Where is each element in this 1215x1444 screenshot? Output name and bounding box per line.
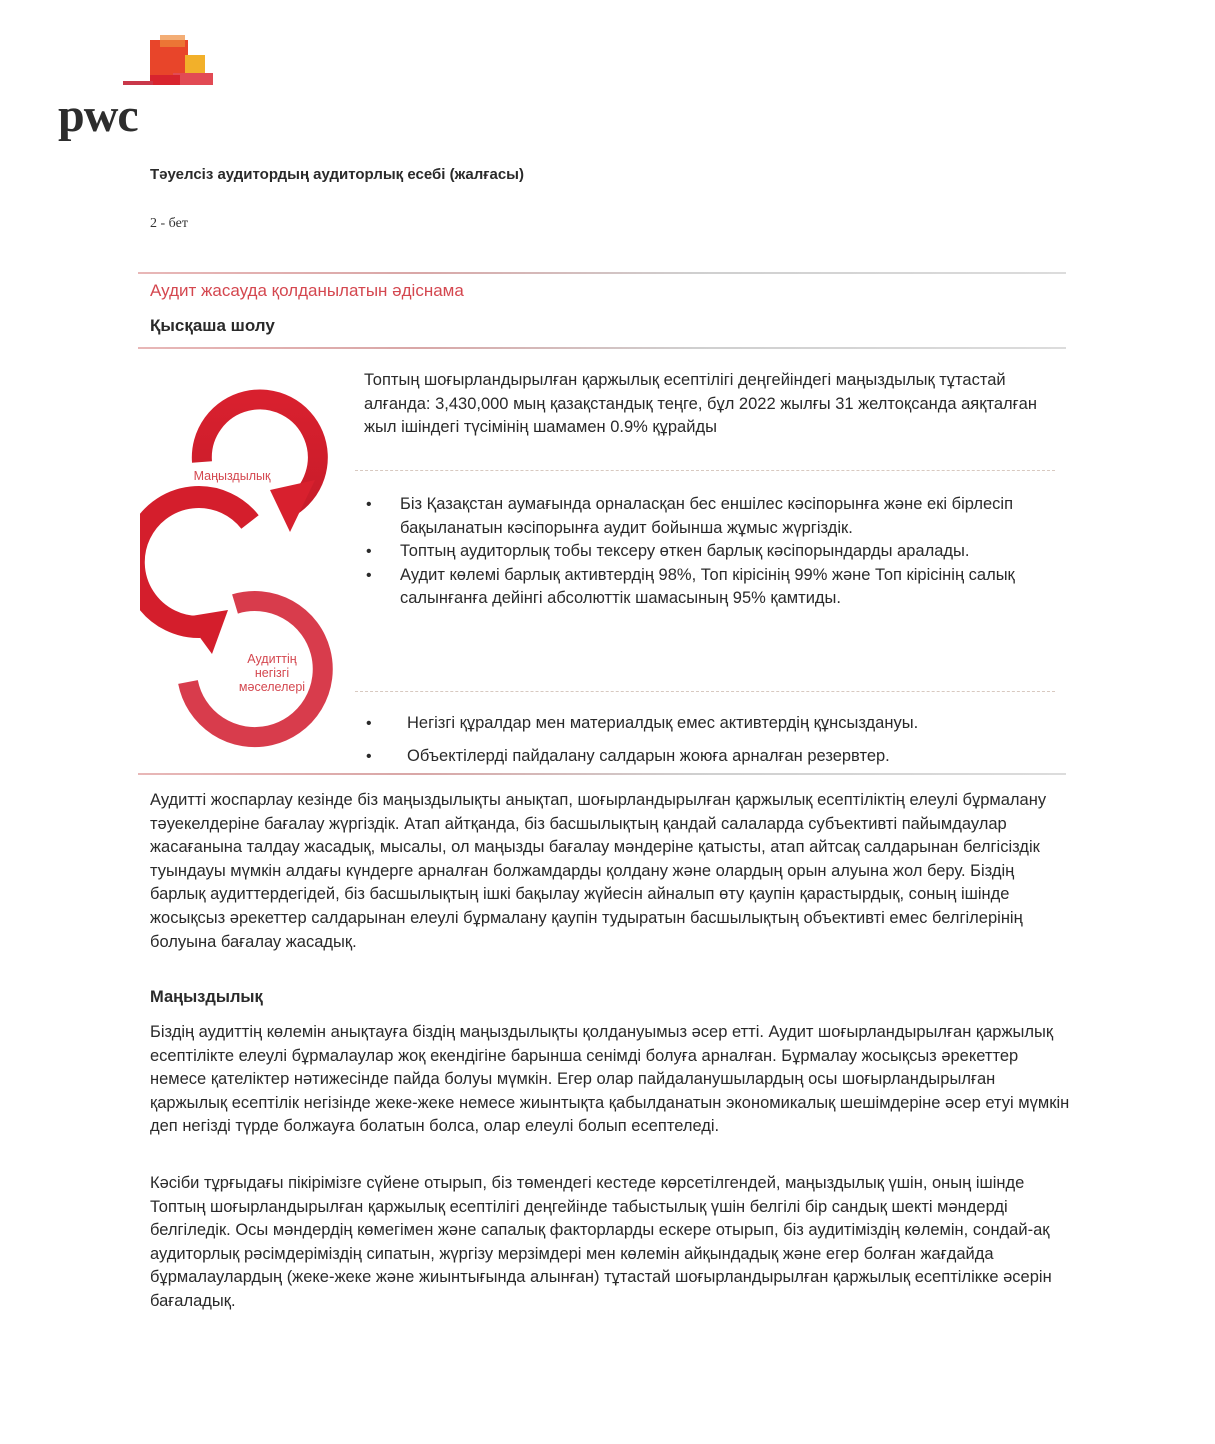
audit-planning-paragraph: Аудитті жоспарлау кезінде біз маңыздылықты анықтап, шоғырландырылған қаржылық есептіліктің елеулі бұрмалану тәуекелдеріне бағалау жүргіздік. Атап айтқанда, біз басшылықтың қандай салаларда субъективті пайымдаулар жасағанына талдау жасадық, мысалы, ол маңызды бағалау мәндеріне қатысты, атап айтсақ салдарынан белгісіздік туындауы мүмкін алдағы күндерге арналған болжамдарды қолдану және олардың орын алуына жол беру. Біздің барлық аудиттердегідей, біз басшылықтың ішкі бақылау жүйесін айналып өту қаупін қарастырдық, соның ішінде жосықсыз әрекеттер салдарынан елеулі бұрмалану қаупін тудыратын басшылықтың объективті емес белгілерінің болуына бағалау жасадық. — [150, 791, 1047, 951]
materiality-heading: Маңыздылық — [150, 988, 263, 1006]
diagram-label-group-scope — [170, 537, 260, 579]
diagram-label-line: аудиттеу — [189, 551, 241, 565]
pwc-wordmark: pwc — [58, 89, 138, 142]
divider — [138, 773, 1066, 775]
section-title: Аудит жасауда қолданылатын әдіснама — [150, 281, 464, 300]
thresholds-paragraph: Кәсіби тұрғыдағы пікірімізге сүйене отырып, біз төмендегі кестеде көрсетілгендей, маңыздылық үшін, оның ішінде Топтың шоғырландырылған қаржылық есептілігі деңгейінде табыстылық үшін белгілі бір сандық шекті мәндерді белгіледік. Осы мәндердің көмегімен және сапалық факторларды ескере отырып, біз аудитіміздің көлемін, сондай-ақ аудиторлық рәсімдеріміздің сипатын, жүргізу мерзімдері мен көлемін айқындадық және егер болған жағдайда бұрмалаулардың (жеке-жеке және жиынтығында алынған) тұтастай шоғырландырылған қаржылық есептілікке әсерін бағаладық. — [150, 1174, 1052, 1310]
divider — [138, 272, 1066, 274]
divider — [138, 347, 1066, 349]
materiality-summary: Топтың шоғырландырылған қаржылық есептілігі деңгейіндегі маңыздылық тұтастай алғанда: 3,430,000 мың қазақстандық теңге, бұл 2022 жылғы 31 желтоқсанда аяқталған жыл ішіндегі түсімінің шамамен 0.9% құрайды — [364, 371, 1037, 436]
list-item: • Аудит көлемі барлық активтердің 98%, Топ кірісінің 99% және Топ кірісінің салық салынғанға дейінгі абсолюттік шамасының 95% қамтиды. — [364, 564, 1054, 611]
diagram-label-materiality: Маңыздылық — [193, 469, 271, 483]
list-item: • Біз Қазақстан аумағында орналасқан бес еншілес кәсіпорынға және екі бірлесіп бақыланатын кәсіпорынға аудит бойынша жұмыс жүргіздік. — [364, 493, 1054, 540]
page-number: 2 - бет — [150, 216, 188, 231]
list-item: • Топтың аудиторлық тобы тексеру өткен барлық кәсіпорындарды аралады. — [364, 540, 1054, 564]
divider — [355, 691, 1055, 693]
materiality-paragraph: Біздің аудиттің көлемін анықтауға біздің маңыздылықты қолдануымыз әсер етті. Аудит шоғырландырылған қаржылық есептілікте елеулі бұрмалаулар жоқ екендігіне барынша сенімді болуға арналған. Бұрмалау жосықсыз әрекеттер немесе қателіктер нәтижесінде пайда болуы мүмкін. Егер олар пайдаланушылардың осы шоғырландырылған қаржылық есептілік негізінде жеке-жеке немесе жиынтықта қабылданатын экономикалық шешімдеріне әсер етуі мүмкін деп негізді түрде болжауға болатын болса, олар елеулі болып есептеледі. — [150, 1023, 1070, 1136]
diagram-label-key-audit-matters — [222, 652, 322, 694]
diagram-label-line: мәселелері — [238, 680, 306, 694]
diagram-label-line: Топты — [197, 537, 233, 551]
audit-cycle-diagram — [140, 372, 360, 752]
list-item: • Негізгі құралдар мен материалдық емес активтердің құнсыздануы. — [364, 707, 1064, 740]
diagram-label-line: негізгі — [254, 666, 290, 680]
audit-scope-list — [364, 493, 1054, 611]
report-title: Тәуелсіз аудитордың аудиторлық есебі (жалғасы) — [150, 166, 524, 183]
list-item: • Объектілерді пайдалану салдарын жоюға арналған резервтер. — [364, 740, 1064, 773]
diagram-label-line: көлемі — [195, 565, 235, 579]
key-audit-matters-list — [364, 707, 1064, 773]
divider — [355, 470, 1055, 472]
subheading: Қысқаша шолу — [150, 316, 275, 335]
diagram-label-line: Аудиттің — [247, 652, 297, 666]
